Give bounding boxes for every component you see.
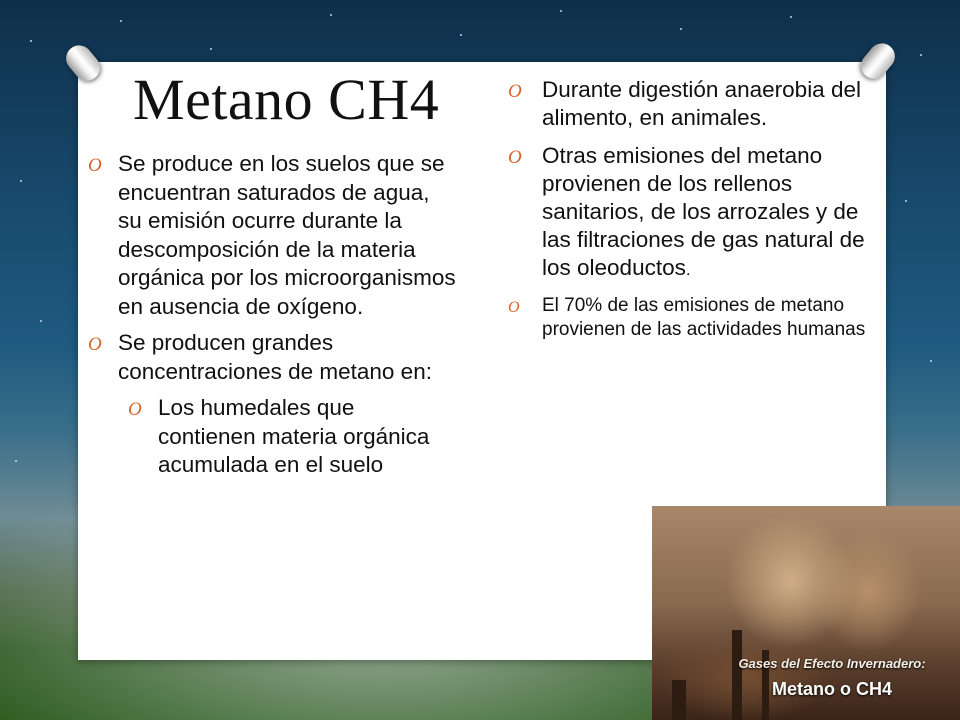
bullet-text: Otras emisiones del metano provienen de los rellenos sanitarios, de los arrozales y de las filtraciones de gas natural de los oleoductos (542, 143, 865, 280)
bullet-icon: O (508, 147, 522, 168)
slide-title: Metano CH4 (133, 67, 440, 132)
photo-caption-subtitle: Gases del Efecto Invernadero: (738, 656, 926, 671)
list-item (508, 294, 878, 342)
list-item (508, 142, 878, 284)
right-bullet-list (508, 76, 878, 352)
smokestack-icon (672, 680, 686, 720)
bullet-icon: O (88, 155, 102, 176)
bullet-icon: O (128, 399, 142, 420)
photo-caption (712, 656, 952, 700)
bullet-icon: O (508, 81, 522, 102)
methane-emissions-photo (652, 506, 960, 720)
bullet-tail: . (685, 260, 691, 279)
bullet-text: El 70% de las emisiones de metano provienen de las actividades humanas (542, 295, 866, 340)
left-bullet-list (88, 150, 458, 488)
list-item (88, 394, 458, 480)
bullet-text: Durante digestión anaerobia del alimento, en animales. (542, 77, 861, 130)
bullet-text: Los humedales que contienen materia orgánica acumulada en el suelo (158, 395, 430, 477)
bullet-icon: O (88, 334, 102, 355)
photo-caption-title: Metano o CH4 (771, 679, 892, 699)
list-item (88, 150, 458, 321)
list-item (88, 329, 458, 386)
bullet-text: Se produce en los suelos que se encuentran saturados de agua, su emisión ocurre durante la descomposición de la materia orgánica por los microorganismos en ausencia de oxígeno. (118, 151, 456, 319)
bullet-text: Se producen grandes concentraciones de metano en: (118, 330, 432, 384)
list-item (508, 76, 878, 132)
bullet-icon: O (508, 299, 520, 316)
